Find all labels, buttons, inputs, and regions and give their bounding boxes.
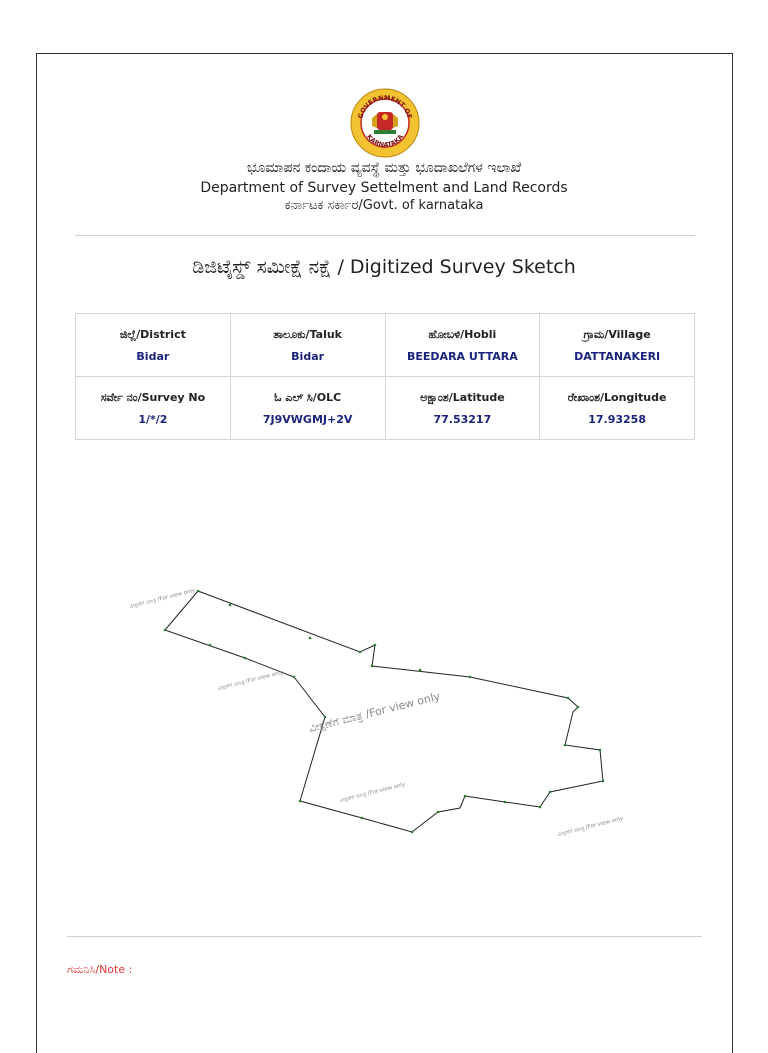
watermark-small: ವೀಕ್ಷಣೆಗೆ ಮಾತ್ರ /For view only (339, 781, 406, 804)
cell-value: Bidar (136, 349, 170, 363)
cell-label: ಓ ಎಲ್ ಸಿ/OLC (274, 390, 342, 404)
cell-label: ಅಕ್ಷಾಂಶ/Latitude (420, 390, 505, 404)
cell-label: ಜಿಲ್ಲೆ/District (119, 327, 186, 341)
cell-value: Bidar (291, 349, 325, 363)
note-label: ಗಮನಿಸಿ/Note : (67, 963, 133, 976)
emblem-text-bottom: KARNATAKA (364, 132, 406, 150)
watermark-main: ವೀಕ್ಷಣೆಗೆ ಮಾತ್ರ /For view only (307, 689, 442, 735)
cell-value: 17.93258 (588, 412, 646, 426)
watermark-small: ವೀಕ್ಷಣೆಗೆ ಮಾತ್ರ /For view only (557, 815, 624, 838)
cell-value: 77.53217 (433, 412, 492, 426)
watermark-small: ವೀಕ್ಷಣೆಗೆ ಮಾತ್ರ /For view only (129, 587, 196, 610)
government-name: ಕರ್ನಾಟಕ ಸರ್ಕಾರ/Govt. of karnataka (284, 198, 484, 213)
cell-label: ಹೋಬಳಿ/Hobli (428, 327, 497, 341)
watermark-small: ವೀಕ್ಷಣೆಗೆ ಮಾತ್ರ /For view only (217, 669, 284, 692)
department-name-english: Department of Survey Settelment and Land Records (200, 180, 568, 196)
page-title: ಡಿಜಿಟೈಸ್ಡ್ ಸಮೀಕ್ಷೆ ನಕ್ಷೆ / Digitized Survey Sketch (192, 256, 576, 278)
footer-divider (67, 936, 702, 937)
cell-value: DATTANAKERI (574, 349, 661, 363)
emblem-text-top: GOVERNMENT OF (356, 93, 414, 120)
cell-value: BEEDARA UTTARA (407, 349, 518, 363)
cell-label: ತಾಲೂಕು/Taluk (273, 327, 342, 341)
department-name-kannada: ಭೂಮಾಪನ ಕಂದಾಯ ವ್ಯವಸ್ಥೆ ಮತ್ತು ಭೂದಾಖಲೆಗಳ ಇಲಾಖೆ (246, 160, 522, 176)
cell-label: ರೇಖಾಂಶ/Longitude (567, 390, 667, 404)
cell-value: 7J9VWGMJ+2V (262, 412, 353, 426)
cell-label: ಗ್ರಾಮ/Village (583, 327, 651, 341)
cell-label: ಸರ್ವೇ ನಂ/Survey No (100, 390, 206, 404)
cell-value: 1/*/2 (138, 412, 168, 426)
